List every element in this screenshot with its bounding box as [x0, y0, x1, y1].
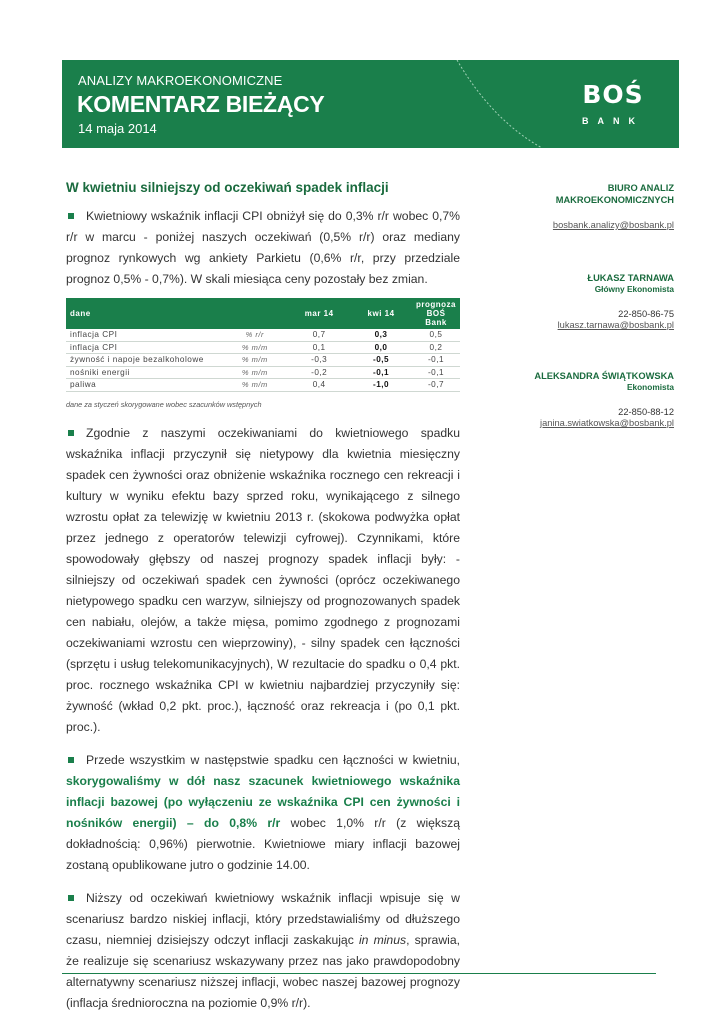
table-cell-value: -0,1: [412, 366, 460, 379]
table-header-cell: prognoza BOŚ Bank: [412, 298, 460, 329]
bullet-square-icon: [68, 895, 74, 901]
table-header-cell: dane: [66, 298, 221, 329]
table-row: [66, 379, 460, 392]
bullet-square-icon: [68, 430, 74, 436]
paragraph-3: [66, 750, 460, 876]
report-title: KOMENTARZ BIEŻĄCY: [77, 91, 325, 117]
person1-name: ŁUKASZ TARNAWA: [587, 273, 674, 283]
paragraph-4: [66, 888, 460, 1014]
table-header-row: [66, 298, 460, 329]
table-cell-value: -0,3: [288, 354, 350, 367]
person2-phone: 22-850-88-12: [618, 407, 674, 417]
person2-role: Ekonomista: [626, 382, 674, 392]
table-header-cell: [221, 298, 288, 329]
table-footnote: dane za styczeń skorygowane wobec szacunków wstępnych: [66, 399, 262, 409]
table-cell-unit: % m/m: [221, 379, 288, 392]
person1-role: Główny Ekonomista: [594, 284, 674, 294]
bank-logo: [577, 80, 649, 132]
paragraph-4-italic: in minus: [358, 932, 407, 947]
contact-sidebar: [500, 182, 674, 428]
table-cell-value: -0,7: [412, 379, 460, 392]
table-cell-unit: % m/m: [221, 341, 288, 354]
header-banner: [62, 60, 679, 148]
article-heading: W kwietniu silniejszy od oczekiwań spadek inflacji: [66, 180, 389, 195]
person2-email-link[interactable]: janina.swiatkowska@bosbank.pl: [540, 418, 674, 428]
table-cell-value: 0,3: [350, 329, 412, 341]
paragraph-4-lead: Niższy od oczekiwań kwietniowy wskaźnik inflacji wpisuje się w scenariusz bardzo niskiej inflacji, który przedstawialiśmy od dłuższego czasu, niemniej dzisiejszy odczyt inflacji zaskakując: [66, 890, 460, 947]
table-cell-label: paliwa: [66, 379, 221, 392]
table-cell-unit: % r/r: [221, 329, 288, 341]
table-cell-value: -0,1: [412, 354, 460, 367]
table-cell-label: żywność i napoje bezalkoholowe: [66, 354, 221, 367]
person2-name: ALEKSANDRA ŚWIĄTKOWSKA: [534, 371, 674, 381]
paragraph-1: [66, 206, 460, 290]
inflation-table: [66, 298, 460, 392]
table-cell-value: 0,2: [412, 341, 460, 354]
table-cell-value: 0,5: [412, 329, 460, 341]
table-cell-value: -0,5: [350, 354, 412, 367]
table-cell-value: 0,4: [288, 379, 350, 392]
table-header-cell: kwi 14: [350, 298, 412, 329]
person1-email-link[interactable]: lukasz.tarnawa@bosbank.pl: [557, 320, 674, 330]
table-cell-value: -0,1: [350, 366, 412, 379]
table-cell-label: inflacja CPI: [66, 329, 221, 341]
department-name-line1: BIURO ANALIZ: [607, 183, 674, 193]
table-row: [66, 329, 460, 341]
table-cell-unit: % m/m: [221, 366, 288, 379]
table-cell-label: nośniki energii: [66, 366, 221, 379]
paragraph-1-text: Kwietniowy wskaźnik inflacji CPI obniżył się do 0,3% r/r wobec 0,7% r/r w marcu - poniżej naszych oczekiwań (0,5% r/r) oraz mediany prognoz rynkowych wg ankiety Parkietu (0,6% r/r, przy przedziale prognoz 0,5% - 0,7%). W skali miesiąca ceny pozostały bez zmian.: [66, 209, 460, 286]
paragraph-3-lead: Przede wszystkim w następstwie spadku cen łączności w kwietniu,: [86, 752, 460, 767]
paragraph-2-text: Zgodnie z naszymi oczekiwaniami do kwietniowego spadku wskaźnika inflacji przyczynił się nietypowy dla kwietnia miesięczny spadek cen żywności oraz obniżenie wskaźnika rocznego cen rekreacji i kultury w wyniku efektu bazy sprzed roku, wynikającego z silnego wzrostu opłat za telewizję w kwietniu 2013 r. (skokowa podwyżka opłat przez jednego z operatorów telewizji cyfrowej). Czynnikami, które spowodowały głębszy od naszej prognozy spadek inflacji były: - silniejszy od oczekiwań spadek cen żywności (oprócz oczekiwanego nietypowego spadku cen warzyw, silniejszy od prognozowanych spadek cen nabiału, olejów, a także mięsa, pomimo zgodnego z prognozami oczekiwaniami wzrostu cen wieprzowiny), - silny spadek cen łączności (sprzętu i usług telekomunikacyjnych), W rezultacie do spadku o 0,4 pkt. proc. rocznego wskaźnika CPI w kwietniu najbardziej przyczyniły się: żywność (wkład 0,2 pkt. proc.), łączność oraz rekreacja i (po 0,1 pkt. proc.).: [66, 425, 460, 734]
paragraph-2: [66, 423, 460, 738]
table-cell-value: 0,0: [350, 341, 412, 354]
logo-subword: BANK: [582, 116, 644, 126]
paragraph-3-highlight: skorygowaliśmy w dół nasz szacunek kwietniowego wskaźnika inflacji bazowej (po wyłączeniu ze wskaźnika CPI cen żywności i nośników energii) – do 0,8% r/r: [66, 773, 460, 830]
table-cell-label: inflacja CPI: [66, 341, 221, 354]
table-cell-value: 0,1: [288, 341, 350, 354]
table-row: [66, 354, 460, 367]
table-cell-value: 0,7: [288, 329, 350, 341]
logo-wordmark: BOŚ: [582, 80, 644, 109]
bullet-square-icon: [68, 213, 74, 219]
paragraph-4-tail: , sprawia, że realizuje się scenariusz wskazywany przez nas jako prawdopodobny alternatywny scenariusz niższej inflacji, wobec naszej bazowej prognozy (inflacja średnioroczna na poziomie 0,9% r/r).: [66, 932, 460, 1010]
person1-phone: 22-850-86-75: [618, 309, 674, 319]
table-header-cell: mar 14: [288, 298, 350, 329]
table-cell-value: -1,0: [350, 379, 412, 392]
department-email-link[interactable]: bosbank.analizy@bosbank.pl: [552, 220, 674, 230]
report-category: ANALIZY MAKROEKONOMICZNE: [78, 73, 283, 88]
report-date: 14 maja 2014: [78, 121, 157, 136]
table-row: [66, 341, 460, 354]
table-row: [66, 366, 460, 379]
main-column: [66, 180, 460, 1014]
table-cell-value: -0,2: [288, 366, 350, 379]
bullet-square-icon: [68, 757, 74, 763]
footer-divider: [62, 973, 656, 974]
department-name-line2: MAKROEKONOMICZNYCH: [555, 195, 674, 205]
table-cell-unit: % m/m: [221, 354, 288, 367]
paragraph-3-tail: wobec 1,0% r/r (z większą dokładnością: 0,96%) pierwotnie. Kwietniowe miary inflacji bazowej zostaną opublikowane jutro o godzinie 14.00.: [66, 815, 460, 872]
